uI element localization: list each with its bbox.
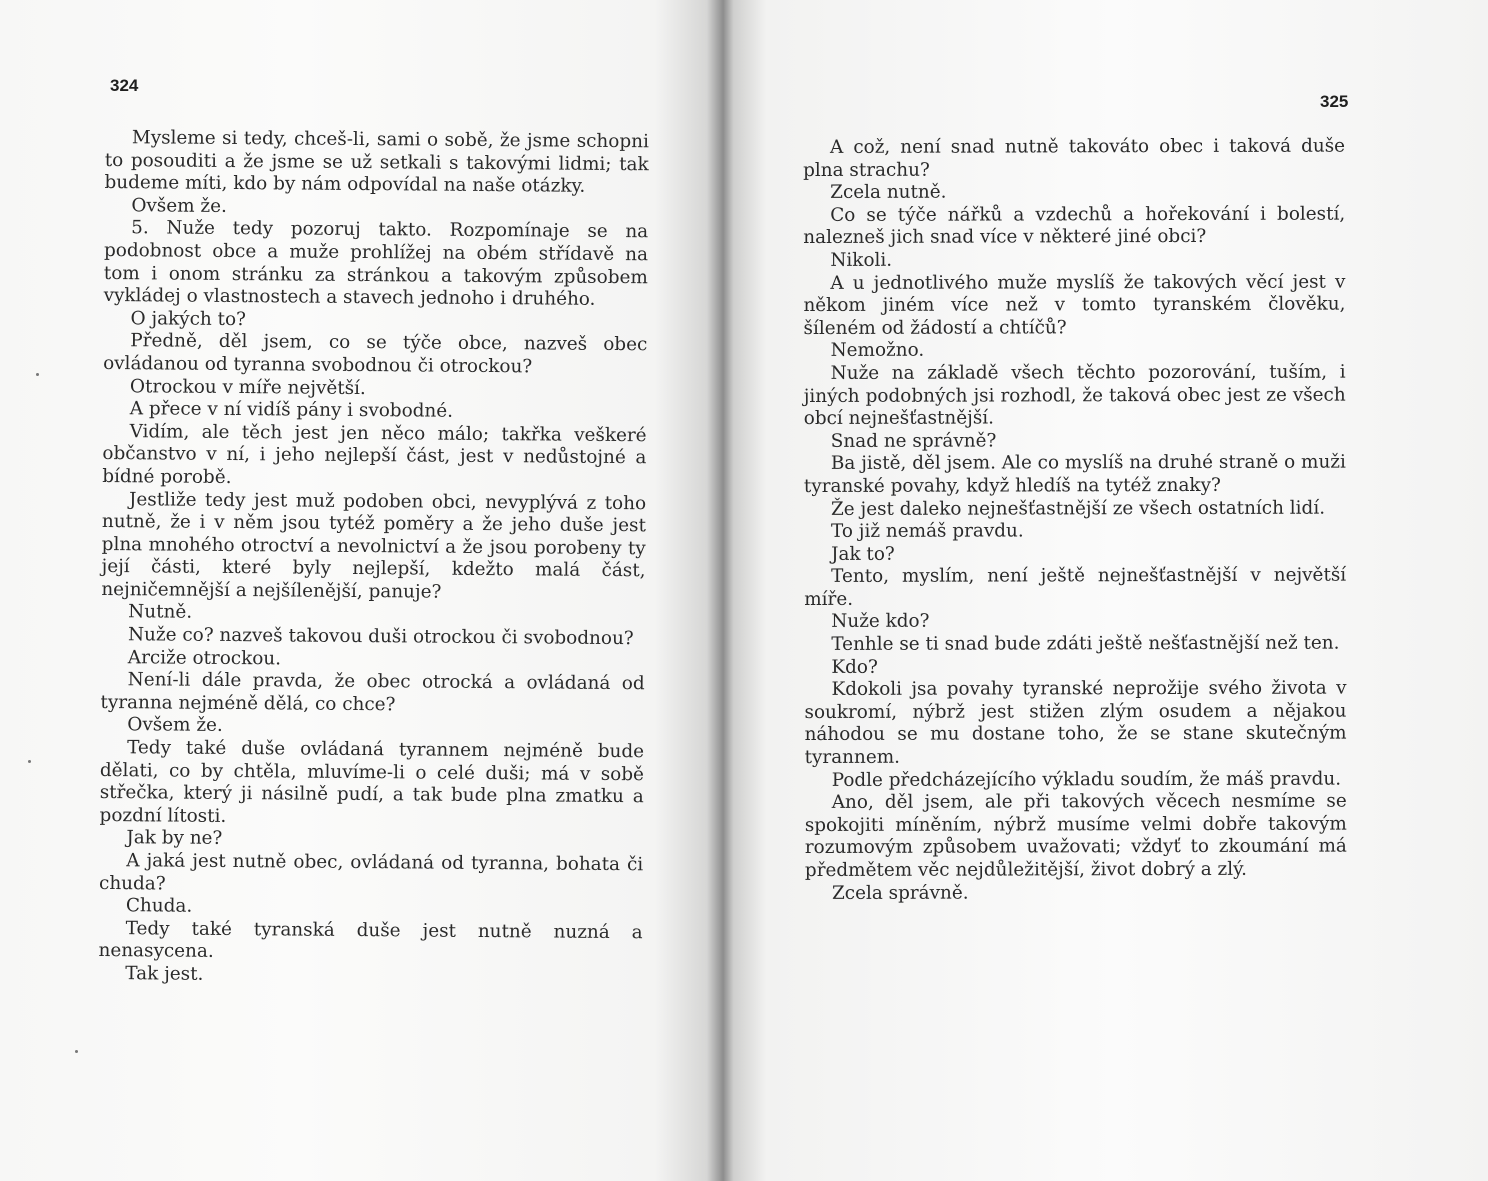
paragraph: 5. Nuže tedy pozoruj takto. Rozpomínaje se na podobnost obce a muže prohlížej na obém střídavě na tom i onom stránku za stránkou a takovým způsobem vykládej o vlastnostech a stavech jednoho i druhého.: [103, 217, 649, 311]
paragraph: Tenhle se ti snad bude zdáti ještě nešťastnější než ten.: [831, 632, 1340, 655]
paragraph: Arciže otrockou.: [127, 646, 282, 670]
page-number: 325: [1320, 92, 1349, 111]
paragraph: Chuda.: [125, 895, 193, 917]
paragraph: Nemožno.: [830, 340, 925, 362]
paragraph: Ano, děl jsem, ale při takových věcech nesmíme se spokojiti míněním, nýbrž musíme velmi dobře takovým rozumovým způsobem uvažovati; vždyť to zkoumání má předmětem věc nejdůležitější, život dobrý a zlý.: [804, 790, 1347, 881]
paragraph: Není-li dále pravda, že obec otrocká a ovládaná od tyranna nejméně dělá, co chce?: [100, 669, 645, 716]
paragraph: Co se týče nářků a vzdechů a hořekování i bolestí, nalezneš jich snad více v některé jiné obci?: [803, 203, 1346, 249]
paragraph: Tento, myslím, není ještě nejnešťastnější v největší míře.: [804, 564, 1347, 610]
paragraph: Ovšem že.: [131, 194, 227, 217]
paragraph: Zcela správně.: [831, 882, 969, 904]
page-body: [98, 127, 649, 990]
paragraph: Kdokoli jsa povahy tyranské neprožije svého života v soukromí, nýbrž jest stižen zlým osudem a nějakou náhodou se mu dostane toho, že se stane skutečným tyrannem.: [804, 677, 1347, 769]
paragraph: Otrockou v míře největší.: [129, 375, 366, 399]
paragraph: A u jednotlivého muže myslíš že takových věcí jest v někom jiném více než v tomto tyranském člověku, šíleném od žádostí a chtíčů?: [803, 271, 1346, 339]
paragraph: Jestliže tedy jest muž podoben obci, nevyplývá z toho nutně, že i v něm jsou tytéž poměry a že jeho duše jest plna mnohého otroctví a nevolnictví a že jsou porobeny ty její části, které byly nejlepší, kdežto malá část, nejničemnější a nejšílenější, panuje?: [101, 488, 647, 603]
paragraph: A což, není snad nutně takováto obec i taková duše plna strachu?: [803, 135, 1346, 181]
paragraph: Nutně.: [128, 601, 193, 624]
paragraph: Nuže co? nazveš takovou duši otrockou či svobodnou?: [127, 624, 634, 650]
paragraph: Nuže na základě všech těchto pozorování, tuším, i jiných podobných jsi rozhodl, že taková obec jest ze všech obcí nejnešťastnější.: [803, 361, 1346, 430]
paragraph: A jaká jest nutně obec, ovládaná od tyranna, bohata či chuda?: [98, 850, 644, 895]
paragraph: To již nemáš pravdu.: [831, 520, 1024, 543]
paragraph: Jak by ne?: [126, 827, 223, 850]
paragraph: Zcela nutně.: [830, 181, 947, 204]
paragraph: Tedy také tyranská duše jest nutně nuzná a nenasycena.: [98, 917, 643, 963]
paragraph: A přece v ní vidíš pány i svobodné.: [129, 398, 454, 422]
paragraph: Tak jest.: [125, 963, 204, 985]
paragraph: Snad ne správně?: [830, 430, 997, 452]
paragraph: Nikoli.: [830, 249, 893, 271]
ink-speck: [75, 1050, 78, 1053]
paragraph: Ba jistě, děl jsem. Ale co myslíš na druhé straně o muži tyranské povahy, když hledíš na tytéž znaky?: [803, 451, 1346, 497]
paragraph: Mysleme si tedy, chceš-li, sami o sobě, že jsme schopni to posouditi a že jsme se už setkali s takovými lidmi; tak budeme míti, kdo by nám odpovídal na naše otázky.: [104, 127, 649, 197]
ink-speck: [28, 760, 31, 763]
paragraph: Že jest daleko nejnešťastnější ze všech ostatních lidí.: [830, 497, 1326, 520]
paragraph: O jakých to?: [130, 307, 247, 330]
paragraph: Kdo?: [831, 656, 878, 678]
ink-speck: [36, 373, 39, 376]
paragraph: Jak to?: [831, 543, 895, 565]
right-page: [770, 0, 1488, 1181]
page-body: [803, 136, 1347, 906]
paragraph: Ovšem že.: [127, 714, 223, 737]
paragraph: Předně, děl jsem, co se týče obce, nazveš obec ovládanou od tyranna svobodnou či otrockou?: [103, 330, 648, 378]
paragraph: Vidím, ale těch jest jen něco málo; takřka veškeré občanstvo v ní, i jeho nejlepší část, jest v nedůstojné a bídné porobě.: [102, 420, 647, 488]
paragraph: Tedy také duše ovládaná tyrannem nejméně bude dělati, co by chtěla, mluvíme-li o celé duši; má v sobě střečka, který ji násilně pudí, a tak bude plna zmatku a pozdní lítosti.: [99, 737, 645, 827]
page-number: 324: [110, 76, 139, 95]
paragraph: Podle předcházejícího výkladu soudím, že máš pravdu.: [831, 768, 1342, 791]
paragraph: Nuže kdo?: [831, 611, 930, 633]
left-page: [0, 0, 718, 1181]
